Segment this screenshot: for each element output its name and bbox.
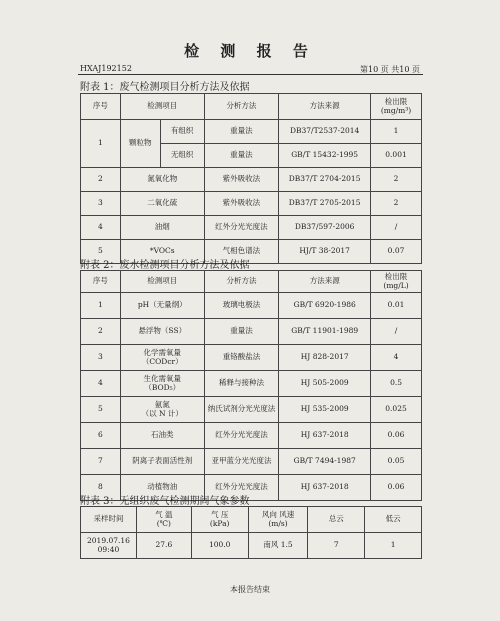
table3-caption: 附表 3：无组织废气检测期间气象参数 — [80, 496, 250, 507]
source-cell: HJ 828-2017 — [279, 345, 371, 371]
header-cell: 风向 风速 (m/s) — [248, 507, 308, 533]
row-no: 4 — [81, 216, 121, 240]
header-cell: 方法来源 — [279, 271, 371, 293]
item-cell: 化学需氧量 （CODcr） — [120, 345, 204, 371]
method-cell: 紫外吸收法 — [204, 192, 279, 216]
source-cell: HJ 505-2009 — [279, 371, 371, 397]
limit-cell: 2 — [371, 192, 422, 216]
row-no: 8 — [81, 475, 121, 501]
source-cell: GB/T 15432-1995 — [279, 144, 371, 168]
header-cell: 检出限 (mg/m³) — [371, 94, 422, 120]
source-cell: GB/T 11901-1989 — [279, 319, 371, 345]
temperature-cell: 27.6 — [136, 533, 191, 559]
row-no: 6 — [81, 423, 121, 449]
total-cloud-cell: 7 — [308, 533, 365, 559]
sampling-time-cell: 2019.07.16 09:40 — [81, 533, 137, 559]
limit-cell: 0.5 — [371, 371, 422, 397]
limit-cell: / — [371, 319, 422, 345]
item-cell: 氮氧化物 — [120, 168, 204, 192]
header-cell: 检测项目 — [120, 94, 204, 120]
header-cell: 分析方法 — [204, 94, 279, 120]
sub-item-cell: 无组织 — [160, 144, 204, 168]
wastewater-method-table — [80, 270, 422, 501]
item-cell: 阴离子表面活性剂 — [120, 449, 204, 475]
limit-cell: 0.01 — [371, 293, 422, 319]
report-number: HXAJ192152 — [80, 64, 132, 73]
limit-cell: 1 — [371, 120, 422, 144]
item-cell: 油烟 — [120, 216, 204, 240]
table2-caption: 附表 2：废水检测项目分析方法及依据 — [80, 260, 250, 271]
method-cell: 红外分光光度法 — [204, 475, 279, 501]
row-no: 5 — [81, 397, 121, 423]
row-no: 3 — [81, 192, 121, 216]
method-cell: 重量法 — [204, 120, 279, 144]
limit-cell: 0.001 — [371, 144, 422, 168]
method-cell: 玻璃电极法 — [204, 293, 279, 319]
header-cell: 序号 — [81, 271, 121, 293]
limit-cell: 2 — [371, 168, 422, 192]
page-title: 检 测 报 告 — [184, 42, 316, 60]
limit-cell: 0.025 — [371, 397, 422, 423]
limit-cell: 0.06 — [371, 475, 422, 501]
source-cell: HJ/T 38-2017 — [279, 240, 371, 264]
header-cell: 采样时间 — [81, 507, 137, 533]
source-cell: HJ 637-2018 — [279, 423, 371, 449]
row-no: 1 — [81, 120, 121, 168]
source-cell: HJ 637-2018 — [279, 475, 371, 501]
report-end-note: 本报告结束 — [230, 585, 270, 594]
header-cell: 检测项目 — [120, 271, 204, 293]
header-cell: 低云 — [365, 507, 422, 533]
pressure-cell: 100.0 — [191, 533, 248, 559]
item-cell: 氨氮 （以 N 计） — [120, 397, 204, 423]
method-cell: 重量法 — [204, 319, 279, 345]
limit-cell: 0.07 — [371, 240, 422, 264]
header-cell: 总云 — [308, 507, 365, 533]
item-cell: 二氧化硫 — [120, 192, 204, 216]
source-cell: DB37/T 2705-2015 — [279, 192, 371, 216]
source-cell: HJ 535-2009 — [279, 397, 371, 423]
limit-cell: 0.06 — [371, 423, 422, 449]
item-cell: 动植物油 — [120, 475, 204, 501]
row-no: 2 — [81, 168, 121, 192]
method-cell: 亚甲蓝分光光度法 — [204, 449, 279, 475]
table1-caption: 附表 1：废气检测项目分析方法及依据 — [80, 82, 250, 93]
exhaust-gas-method-table — [80, 93, 422, 264]
method-cell: 重量法 — [204, 144, 279, 168]
header-cell: 序号 — [81, 94, 121, 120]
header-cell: 检出限 (mg/L) — [371, 271, 422, 293]
method-cell: 紫外吸收法 — [204, 168, 279, 192]
method-cell: 红外分光光度法 — [204, 423, 279, 449]
sub-item-cell: 有组织 — [160, 120, 204, 144]
row-no: 3 — [81, 345, 121, 371]
method-cell: 红外分光光度法 — [204, 216, 279, 240]
limit-cell: 4 — [371, 345, 422, 371]
page-number: 第10 页 共10 页 — [360, 65, 420, 74]
method-cell: 纳氏试剂分光光度法 — [204, 397, 279, 423]
row-no: 5 — [81, 240, 121, 264]
header-divider — [78, 74, 423, 75]
row-no: 4 — [81, 371, 121, 397]
row-no: 2 — [81, 319, 121, 345]
method-cell: 重铬酸盐法 — [204, 345, 279, 371]
header-cell: 分析方法 — [204, 271, 279, 293]
item-cell: 生化需氧量 （BOD₅） — [120, 371, 204, 397]
low-cloud-cell: 1 — [365, 533, 422, 559]
source-cell: DB37/597-2006 — [279, 216, 371, 240]
item-cell: 石油类 — [120, 423, 204, 449]
item-cell: *VOCs — [120, 240, 204, 264]
source-cell: GB/T 7494-1987 — [279, 449, 371, 475]
source-cell: GB/T 6920-1986 — [279, 293, 371, 319]
row-no: 7 — [81, 449, 121, 475]
method-cell: 稀释与接种法 — [204, 371, 279, 397]
item-cell: 悬浮物（SS） — [120, 319, 204, 345]
item-cell: pH（无量纲） — [120, 293, 204, 319]
header-cell: 方法来源 — [279, 94, 371, 120]
limit-cell: 0.05 — [371, 449, 422, 475]
header-cell: 气 压 (kPa) — [191, 507, 248, 533]
source-cell: DB37/T 2704-2015 — [279, 168, 371, 192]
method-cell: 气相色谱法 — [204, 240, 279, 264]
header-cell: 气 温 (℃) — [136, 507, 191, 533]
weather-parameters-table — [80, 506, 422, 559]
wind-cell: 南风 1.5 — [248, 533, 308, 559]
source-cell: DB37/T2537-2014 — [279, 120, 371, 144]
row-no: 1 — [81, 293, 121, 319]
item-cell: 颗粒物 — [120, 120, 160, 168]
limit-cell: / — [371, 216, 422, 240]
